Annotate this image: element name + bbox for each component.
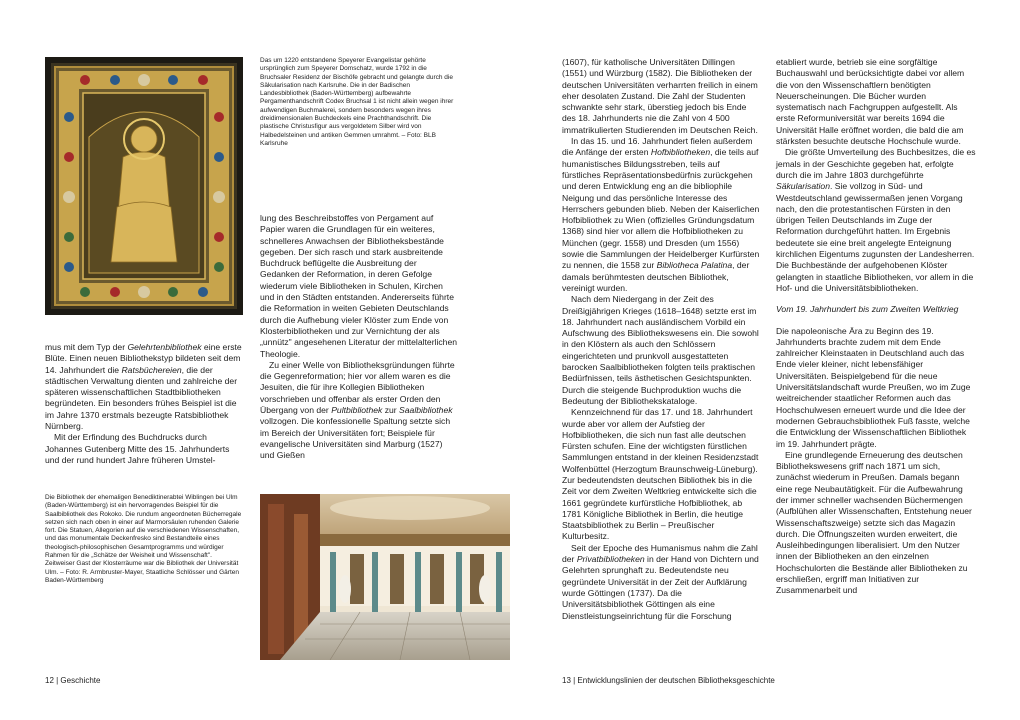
- col4-paragraph-1: etabliert wurde, betrieb sie eine sorgfältige Buchauswahl und berücksichtigte dabei vor allem die von den Wissenschaftlern benötigten Neuerscheinungen. Die Bücher wurden systematisch nach Fachgruppen aufgestellt. Als erste Reformuniversität war bereits 1694 die Universität Halle eröffnet worden, die bald die am stärksten besuchte deutsche Hochschule wurde.: [776, 57, 965, 147]
- col3-paragraph-1: (1607), für katholische Universitäten Dillingen (1551) und Würzburg (1582). Die Bibliotheken der deutschen Universitäten verharrten freilich in einem eher desolaten Zustand. Die Zahl der Studenten schwankte sehr stark, überstieg jedoch bis Ende des 18. Jahrhunderts nie die Zahl von 4 500 immatrikulierten Studierenden im Deutschen Reich.: [562, 57, 758, 135]
- codex-caption: [260, 57, 458, 148]
- left-column-1: [45, 342, 243, 466]
- col1-paragraph-1: mus mit dem Typ der Gelehrtenbibliothek eine erste Blüte. Einen neuen Bibliothekstyp bildeten seit dem 14. Jahrhundert die Ratsbüchereien, die der städtischen Verwaltung dienten und zahlreiche der späteren wissenschaftlichen Stadtbibliotheken begründeten. Ein besonders frühes Beispiel ist die im Jahre 1370 erstmals bezeugte Ratsbibliothek Nürnberg.: [45, 342, 242, 432]
- right-column-1: [562, 57, 760, 622]
- col1-paragraph-2: Mit der Erfindung des Buchdrucks durch Johannes Gutenberg Mitte des 15. Jahrhunderts und der rund hundert Jahre früheren Umstel-: [45, 432, 230, 465]
- right-column-2: [776, 57, 976, 597]
- library-caption-text: Die Bibliothek der ehemaligen Benediktinerabtei Wiblingen bei Ulm (Baden-Württemberg) ist ein hervorragendes Beispiel für die Saalbibliothek des Rokoko. Die rundum angeordneten Bücherregale setzen sich nach oben in einer auf Marmorsäulen ruhenden Galerie fort. Die Statuen, Allegorien auf die verschiedenen Wissenschaften, und das monumentale Deckenfresko sind Bestandteile eines theologisch-philosophischen Gesamtprogramms und würdiger Rahmen für die „Schätze der Weisheit und Wissenschaft". Zeitweiser Gast der Klosterräume war die Bibliothek der Universität Ulm. – Foto: R. Armbruster-Mayer, Staatliche Schlösser und Gärten Baden-Württemberg: [45, 494, 242, 584]
- col3-paragraph-2: In das 15. und 16. Jahrhundert fielen außerdem die Anfänge der ersten Hofbibliotheken, die teils auf humanistisches Bildungsstreben, teils auf fürstliches Repräsentationsbedürfnis zurückgehen und deren Entwicklung eng an die bibliophile Neigung und das persönliche Interesse des Herrschers gebunden blieb. Neben der Kaiserlichen Hofbibliothek zu Wien (offizielles Gründungsdatum 1368) sind hier vor allem die Hofbibliotheken zu München (gegr. 1558) und Dresden (um 1556) sowie die Sammlungen der Heidelberger Kurfürsten zu nennen, die 1558 zur Bibliotheca Palatina, der damals berühmtesten deutschen Bibliothek, vereinigt wurden.: [562, 136, 760, 293]
- col3-paragraph-4: Kennzeichnend für das 17. und 18. Jahrhundert wurde aber vor allem der Aufstieg der Hofbibliotheken, die sich nun fast alle deutschen Fürsten schufen. Eine der wichtigsten fürstlichen Sammlungen entstand in der kleinen Residenzstadt Wolfenbüttel (Herzogtum Braunschweig-Lüneburg). Zur bedeutendsten deutschen Bibliothek bis in die Zeit vor dem Zweiten Weltkrieg entwickelte sich die 1661 gegründete kurfürstliche Hofbibliothek, ab 1781 Königliche Bibliothek in Berlin, die heutige Staatsbibliothek zu Berlin – Preußischer Kulturbesitz.: [562, 407, 759, 542]
- col2-paragraph-2: Zu einer Welle von Bibliotheksgründungen führte die Gegenreformation; hier vor allem waren es die Jesuiten, die für ihre Kollegien Bibliotheken vorschrieben und offenbar als erster Orden den Übergang von der Pultbibliothek zur Saalbibliothek vollzogen. Die konfessionelle Spaltung setzte sich im Bereich der Universitäten fort; Beispiele für evangelische Universitäten sind Marburg (1527) und Gießen: [260, 359, 455, 461]
- left-page-number: 12 | Geschichte: [45, 676, 101, 685]
- library-caption: [45, 494, 243, 585]
- library-hall-photo: [260, 494, 510, 660]
- col3-paragraph-5: Seit der Epoche des Humanismus nahm die Zahl der Privatbibliotheken in der Hand von Dichtern und Gelehrten sprunghaft zu. Bedeutendste neu gegründete Universität in der Zeit der Aufklärung wurde Göttingen (1737). Da die Universitätsbibliothek Göttingen als eine Dienstleistungseinrichtung für die Forschung: [562, 542, 759, 621]
- section-heading: Vom 19. Jahrhundert bis zum Zweiten Weltkrieg: [776, 304, 959, 315]
- col2-paragraph-1: lung des Beschreibstoffes von Pergament auf Papier waren die Grundlagen für ein weiteres, schnelleres Anwachsen der Bibliotheksbestände gegeben. Der sich rasch und stark ausbreitende Buchdruck beflügelte die Ausbreitung der Gedanken der Reformation, in deren Gefolge wiederum viele Bibliotheken in Schulen, Kirchen und in den Städten entstanden. Andererseits führte die Reformation in weiten Gebieten Deutschlands durch die Aufhebung vieler Klöster zum Ende von Klosterbibliotheken und zur Vernichtung der als „unnütz" angesehenen Literatur der mittelalterlichen Theologie.: [260, 213, 458, 359]
- left-footer: [45, 676, 100, 685]
- col3-paragraph-3: Nach dem Niedergang in der Zeit des Dreißigjährigen Krieges (1618–1648) setzte erst im 18. Jahrhundert nach ausländischem Vorbild ein Aufschwung des Bibliothekswesens ein. Die sowohl in den Klöstern als auch den Schlössern eingerichteten und prunkvoll ausgestatteten barocken Saalbibliotheken folgten teils praktischen Bedürfnissen, teils ästhetischen Gesichtspunkten. Durch die steigende Buchproduktion wuchs die Bedeutung der Bibliothekskataloge.: [562, 294, 759, 406]
- right-page-number: 13 | Entwicklungslinien der deutschen Bibliotheksgeschichte: [562, 676, 775, 685]
- left-column-2: [260, 213, 458, 462]
- col4-paragraph-4: Eine grundlegende Erneuerung des deutschen Bibliothekswesens griff nach 1871 um sich, zunächst wiederum in Preußen. Damals begann eine rege Neubautätigkeit. Für die Aufbewahrung der immer schneller wachsenden Büchermengen (Aufblühen aller Wissenschaften, Entstehung neuer Wissenschaftszweige) setzte sich das Magazin durch. Die Öffnungszeiten wurden erweitert, die Ausleihbedingungen liberalisiert. Um den Nutzer innen der Bibliotheken an den einzelnen Hochschulorten die Bestände aller Bibliotheken zu erschließen, ergriff man Initiativen zur Zusammenarbeit und: [776, 449, 972, 596]
- col4-paragraph-2: Die größte Umverteilung des Buchbesitzes, die es jemals in der Geschichte gegeben hat, erfolgte durch die im Jahre 1803 durchgeführte Säkularisation. Sie vollzog in Süd- und Westdeutschland gewissermaßen jenen Vorgang nach, den die protestantischen Fürsten in den übrigen Teilen Deutschlands im Zuge der Reformation durchgeführt hatten. Im Ergebnis bedeutete sie eine breit angelegte Enteignung kirchlichen Eigentums zugunsten der Landesherren. Die Buchbestände der aufgehobenen Klöster gelangten in staatliche Bibliotheken, vor allem in die Hof- und die Universitätsbibliotheken.: [776, 147, 976, 293]
- col4-paragraph-3: Die napoleonische Ära zu Beginn des 19. Jahrhunderts brachte zudem mit dem Ende zahlreicher Kleinstaaten in Deutschland auch das Ende vieler kleiner, nicht lebensfähiger Universitäten. Beispielgebend für die neue Universitätslandschaft wurde Preußen, wo im Zuge weitreichender staatlicher Reformen auch das Hochschulwesen erneuert wurde und die Idee der modernen Gebrauchsbibliothek Fuß fasste, welche die Entwicklung der Wissenschaftlichen Bibliothek im 19. Jahrhundert prägte.: [776, 325, 971, 449]
- codex-caption-text: Das um 1220 entstandene Speyerer Evangelistar gehörte ursprünglich zum Speyerer Domschatz, wurde 1792 in die Bruchsaler Residenz der Bischöfe gebracht und gelangte durch die Säkularisation nach Karlsruhe. Die in der Badischen Landesbibliothek (Baden-Württemberg) aufbewahrte Pergamenthandschrift Codex Bruchsal 1 ist nicht allein wegen ihrer aufwendigen Buchmalerei, sondern besonders wegen ihres dreidimensionalen Buchdeckels eine Prachthandschrift. Die plastische Christusfigur aus vergoldetem Silber wird von Halbedelsteinen und antiken Gemmen umrahmt. – Foto: BLB Karlsruhe: [260, 57, 454, 147]
- right-footer: [562, 676, 775, 685]
- codex-cover-photo: [45, 57, 243, 315]
